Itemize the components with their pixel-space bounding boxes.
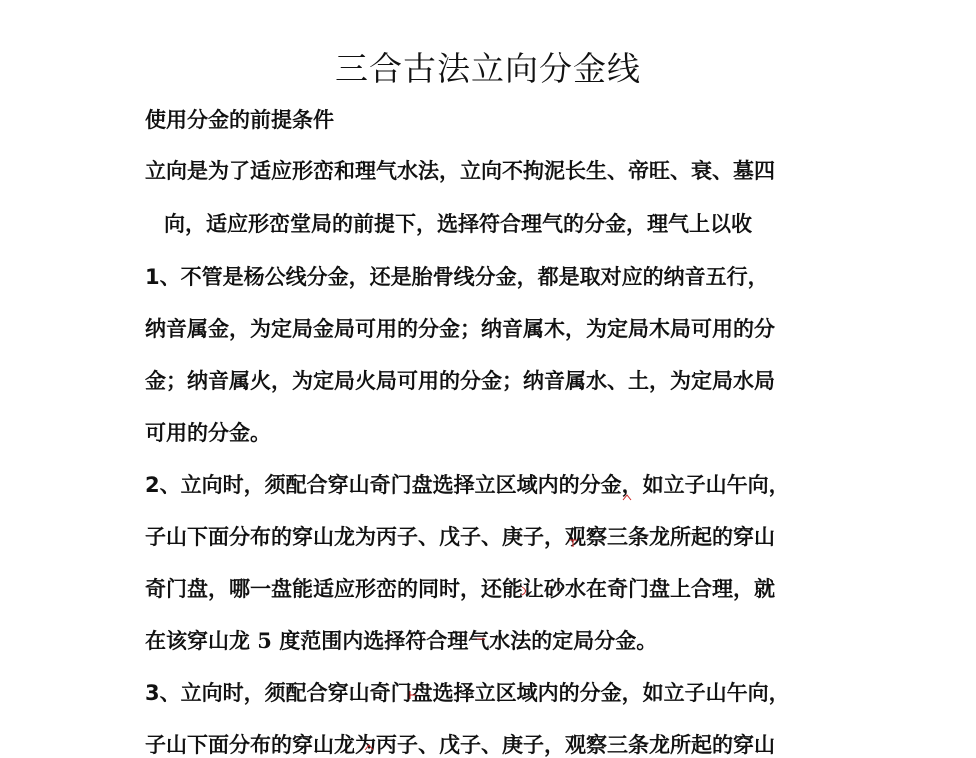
item-2-line-1 xyxy=(145,470,845,500)
item-2-line-4: 在该穿山龙 5 度范围内选择符合理气水法的定局分金。 xyxy=(145,628,658,653)
annotation-mark xyxy=(364,742,374,752)
document-title: 三合古法立向分金线 xyxy=(335,49,641,88)
item-1-line-2: 纳音属金，为定局金局可用的分金；纳音属木，为定局木局可用的分 xyxy=(145,316,775,341)
item-1-line-4: 可用的分金。 xyxy=(145,420,271,445)
annotation-mark xyxy=(568,538,578,548)
item-1-line-3: 金；纳音属火，为定局火局可用的分金；纳音属水、土，为定局水局 xyxy=(145,368,775,393)
item-2-line-3: 奇门盘，哪一盘能适应形峦的同时，还能让砂水在奇门盘上合理，就 xyxy=(145,576,775,601)
item-3-line-1 xyxy=(145,678,845,708)
annotation-mark xyxy=(622,492,632,502)
item-1-number: 1 xyxy=(145,265,160,289)
annotation-mark xyxy=(520,586,530,596)
item-3-line-2: 子山下面分布的穿山龙为丙子、戊子、庚子，观察三条龙所起的穿山 xyxy=(145,732,775,757)
annotation-mark xyxy=(408,690,418,700)
intro-line-2: 向，适应形峦堂局的前提下，选择符合理气的分金，理气上以收 xyxy=(164,211,752,236)
item-1-line-1 xyxy=(145,262,845,292)
item-3-number: 3 xyxy=(145,681,160,705)
item-2-number: 2 xyxy=(145,473,160,497)
intro-line-1: 立向是为了适应形峦和理气水法，立向不拘泥长生、帝旺、衰、墓四 xyxy=(145,158,775,183)
item-3-text-1: 、立向时，须配合穿山奇门盘选择立区域内的分金，如立子山午向， xyxy=(159,680,790,705)
item-2-text-1: 、立向时，须配合穿山奇门盘选择立区域内的分金，如立子山午向， xyxy=(159,472,790,497)
section-heading: 使用分金的前提条件 xyxy=(145,107,334,132)
item-1-text-1: 、不管是杨公线分金，还是胎骨线分金，都是取对应的纳音五行， xyxy=(159,264,769,289)
annotation-mark xyxy=(476,634,486,644)
item-2-line-2: 子山下面分布的穿山龙为丙子、戊子、庚子，观察三条龙所起的穿山 xyxy=(145,524,775,549)
